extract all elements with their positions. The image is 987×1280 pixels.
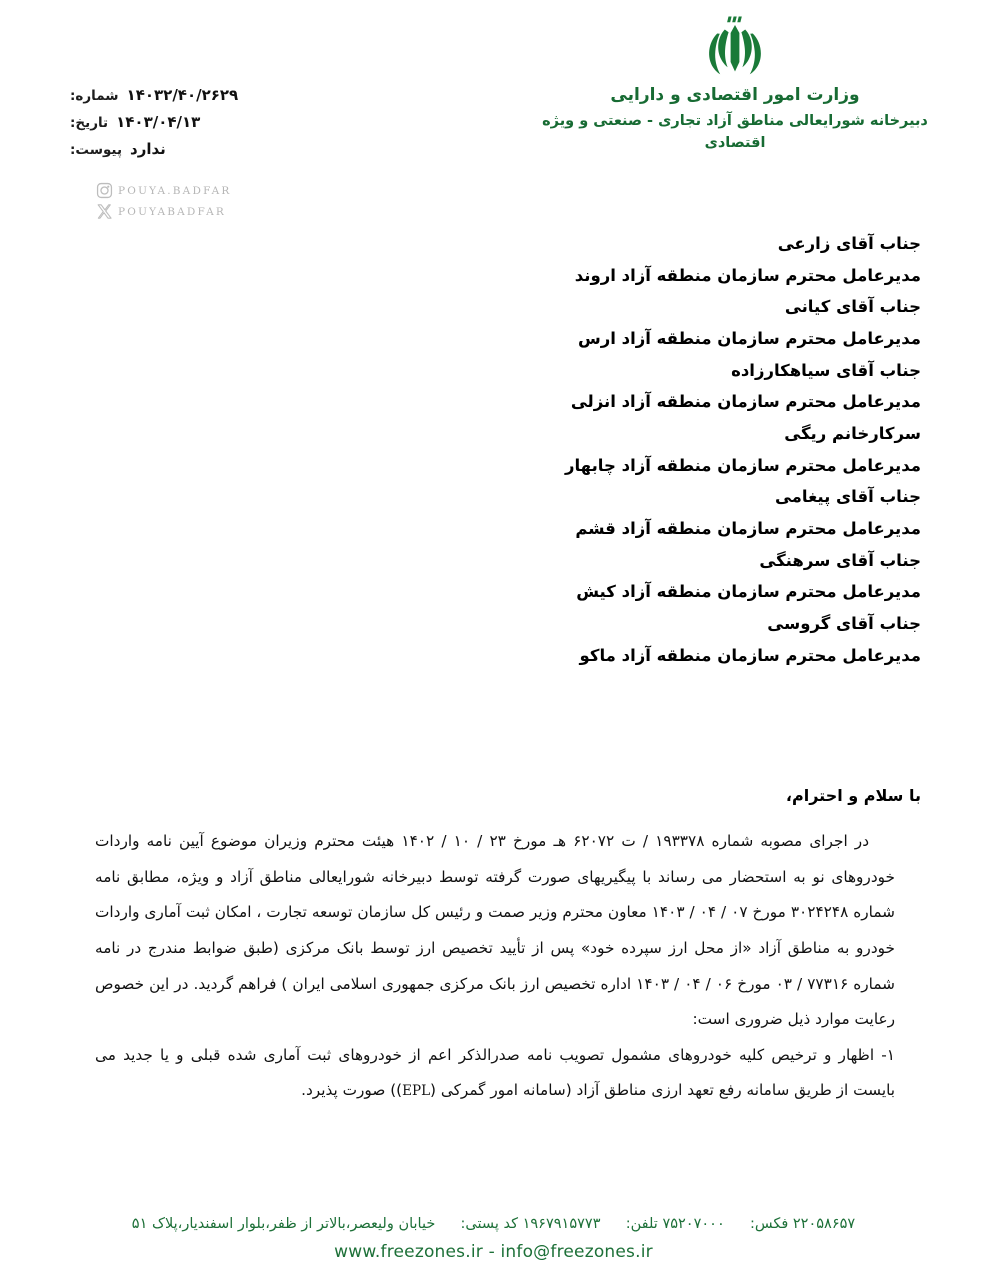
recipient-name: جناب آقای کیانی [784, 297, 921, 317]
recipient-entry [57, 291, 927, 354]
document-date-value: ۱۴۰۳/۰۴/۱۳ [116, 113, 201, 131]
recipient-list [57, 228, 927, 671]
attachment-value: ندارد [130, 140, 166, 158]
recipient-name: جناب آقای سرهنگی [759, 550, 921, 570]
recipient-title: مدیرعامل محترم سازمان منطقه آزاد ارس [577, 329, 921, 349]
letterhead-footer [0, 1216, 987, 1262]
instagram-handle: POUYA.BADFAR [118, 184, 232, 197]
footer-address-text: خیابان ولیعصر،بالاتر از ظفر،بلوار اسفندیار،پلاک ۵۱ [131, 1216, 436, 1232]
instagram-icon [96, 182, 113, 199]
recipient-name: جناب آقای گروسی [767, 614, 921, 634]
document-date-label: تاریخ: [70, 115, 109, 131]
epl-abbreviation: EPL [402, 1083, 431, 1100]
footer-fax-value: ۲۲۰۵۸۶۵۷ [792, 1216, 856, 1232]
recipient-title: مدیرعامل محترم سازمان منطقه آزاد انزلی [570, 392, 921, 412]
recipient-title: مدیرعامل محترم سازمان منطقه آزاد قشم [575, 519, 921, 539]
recipient-name: جناب آقای پیغامی [774, 487, 921, 507]
x-handle: POUYABADFAR [118, 205, 227, 218]
meta-row-date [70, 113, 270, 131]
recipient-title: مدیرعامل محترم سازمان منطقه آزاد چابهار [564, 455, 921, 475]
recipient-entry [57, 608, 927, 671]
document-number-label: شماره: [70, 88, 119, 104]
body-item-1 [95, 1038, 895, 1109]
body-item-1-text-b: )) صورت پذیرد. [301, 1081, 403, 1100]
footer-contact-line [0, 1216, 987, 1232]
letter-body [95, 824, 895, 1109]
salutation: با سلام و احترام، [785, 786, 921, 805]
recipient-title: مدیرعامل محترم سازمان منطقه آزاد اروند [574, 265, 921, 285]
body-item-1-text-a: ۱- اظهار و ترخیص کلیه خودروهای مشمول تصویب نامه صدرالذکر اعم از خودروهای ثبت آماری شده قبلی و یا جدید می بایست از طریق سامانه رفع تعهد ارزی مناطق آزاد (سامانه امور گمرکی ( [95, 1045, 895, 1100]
secretariat-name: دبیرخانه شورایعالی مناطق آزاد تجاری - صنعتی و ویژه اقتصادی [542, 112, 928, 151]
recipient-entry [57, 481, 927, 544]
social-watermark [96, 180, 246, 222]
recipient-name: جناب آقای زارعی [777, 234, 921, 253]
footer-phone-label: تلفن: [625, 1216, 658, 1232]
recipient-entry [57, 418, 927, 481]
recipient-entry [57, 355, 927, 418]
iran-emblem-icon [699, 14, 771, 80]
attachment-label: پیوست: [70, 142, 123, 158]
watermark-x-row [96, 201, 246, 222]
document-number-value: ۱۴۰۳۲/۴۰/۲۶۲۹ [126, 86, 239, 104]
meta-row-attachment [70, 140, 270, 158]
recipient-name: جناب آقای سیاهکارزاده [731, 360, 921, 380]
document-metadata [70, 86, 270, 167]
meta-row-number [70, 86, 270, 104]
footer-website[interactable]: www.freezones.ir - info@freezones.ir [334, 1242, 653, 1262]
recipient-entry [57, 228, 927, 291]
footer-fax-label: فکس: [749, 1216, 789, 1232]
footer-postal-value: ۱۹۶۷۹۱۵۷۷۳ [522, 1216, 601, 1232]
recipient-name: سرکارخانم ریگی [784, 424, 921, 444]
footer-postal-label: کد پستی: [460, 1216, 518, 1232]
recipient-title: مدیرعامل محترم سازمان منطقه آزاد ماکو [579, 645, 921, 665]
ministry-name: وزارت امور اقتصادی و دارایی [610, 85, 860, 105]
watermark-instagram-row [96, 180, 246, 201]
x-twitter-icon [96, 203, 113, 220]
body-paragraph-1: در اجرای مصوبه شماره ۱۹۳۳۷۸ / ت ۶۲۰۷۲ هـ مورخ ۲۳ / ۱۰ / ۱۴۰۲ هیئت محترم وزیران موضوع آیین نامه واردات خودروهای نو به استحضار می رساند با پیگیریهای صورت گرفته توسط دبیرخانه شورایعالی مناطق آزاد و ویژه، مطابق نامه شماره ۳۰۲۴۲۴۸ مورخ ۰۷ / ۰۴ / ۱۴۰۳ معاون محترم وزیر صمت و رئیس کل سازمان توسعه تجارت ، امکان ثبت آماری واردات خودرو به مناطق آزاد «از محل ارز سپرده خود» پس از تأیید تخصیص ارز توسط بانک مرکزی (طبق ضوابط مندرج در نامه شماره ۷۷۳۱۶ / ۰۳ مورخ ۰۶ / ۰۴ / ۱۴۰۳ اداره تخصیص ارز بانک مرکزی جمهوری اسلامی ایران ) فراهم گردید. در این خصوص رعایت موارد ذیل ضروری است: [95, 832, 895, 1029]
recipient-entry [57, 545, 927, 608]
footer-phone-value: ۷۵۲۰۷۰۰۰ [662, 1216, 725, 1232]
recipient-title: مدیرعامل محترم سازمان منطقه آزاد کیش [576, 582, 921, 602]
letterhead-header [525, 14, 945, 154]
